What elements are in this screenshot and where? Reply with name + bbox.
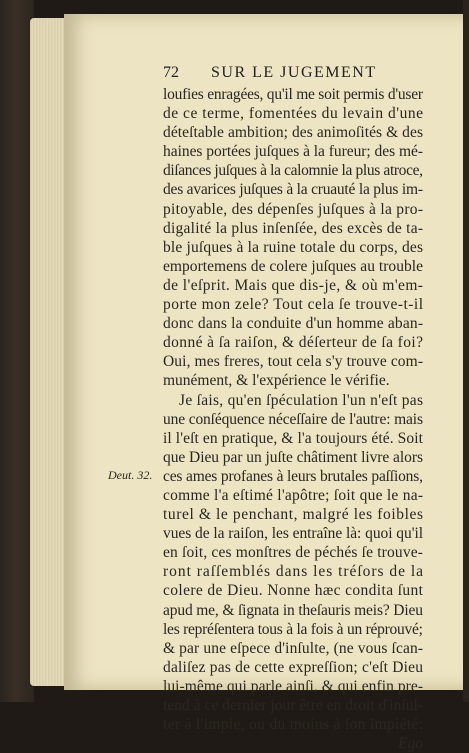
text-line: loufies enragées, qu'il me soit permis d'user: [163, 86, 423, 103]
marginal-note: Deut. 32.: [108, 468, 153, 482]
text-line: des avarices juſques à la cruauté la plus im-: [163, 181, 423, 199]
text-line: daliſez pas de cette expreſſion; c'eſt Dieu: [163, 658, 424, 676]
text-line: les repréſentera tous à la fois à un réprouvé;: [163, 620, 423, 638]
text-line: haines portées juſques à la fureur; des mé-: [163, 143, 423, 161]
text-line: ces ames profanes à leurs brutales paſſions,: [163, 467, 423, 485]
text-line: turel & le penchant, malgré les foibles: [163, 506, 424, 524]
text-line: donc dans la conduite d'un homme aban-: [163, 315, 424, 333]
body-text: [163, 85, 423, 753]
text-line: ront raſſemblés dans les tréſors de la: [163, 563, 424, 581]
book-right-edge: [463, 0, 469, 702]
text-line: de ce terme, fomentées du levain d'une: [163, 105, 424, 123]
text-line: emportemens de colere juſques au trouble: [163, 257, 424, 275]
text-line: comme l'a eſtimé l'apôtre; ſoit que le na-: [163, 486, 424, 504]
text-line: lui-même qui parle ainſi, & qui enfin pre-: [163, 677, 424, 695]
text-line: pitoyable, des dépenſes juſques à la pro-: [163, 200, 424, 218]
text-line: déteſtable ambition; des animoſités & des: [163, 124, 424, 142]
page-number: 72: [163, 64, 179, 81]
catchword: Ego: [398, 735, 423, 753]
text-line: Oui, mes freres, tout cela s'y trouve com-: [163, 353, 424, 371]
text-line: tend à ce dernier jour être en droit d'inſul-: [163, 697, 424, 714]
text-line: une conſéquence néceſſaire de l'autre: mais: [163, 410, 423, 428]
text-line: & par une eſpece d'inſulte, (ne vous ſcan-: [163, 639, 424, 657]
text-line: en ſoit, ces monſtres de péchés ſe trouve-: [163, 544, 424, 562]
running-head: SUR LE JUGEMENT: [211, 64, 377, 81]
text-line: donné à ſa raiſon, & déſerteur de ſa foi?: [163, 334, 424, 352]
text-line: apud me, & ſignata in theſauris meis? Dieu: [163, 601, 423, 619]
text-line: il l'eſt en pratique, & l'a toujours été. Soit: [163, 429, 424, 447]
text-line: munément, & l'expérience le vérifie.: [163, 372, 390, 390]
text-line: colere de Dieu. Nonne hæc condita ſunt: [163, 582, 424, 600]
text-line: diſances juſques à la calomnie la plus atroce,: [163, 162, 423, 180]
text-line: de l'eſprit. Mais que dis-je, & où m'em-: [163, 276, 424, 294]
text-line: digalité la plus inſenſée, des excès de ta-: [163, 219, 424, 237]
book-cover-edge: [0, 0, 34, 702]
text-line: ter à l'impie, ou du moins à ſon impiété:: [163, 716, 424, 734]
text-line: porte mon zele? Tout cela ſe trouve-t-il: [163, 296, 424, 314]
text-line: que Dieu par un juſte châtiment livre alors: [163, 448, 423, 466]
text-line: Je ſais, qu'en ſpéculation l'un n'eſt pas: [179, 391, 424, 409]
text-line: ble juſques à la ruine totale du corps, des: [163, 238, 424, 256]
page-header: [163, 64, 423, 86]
text-line: vues de la raiſon, les entraîne là: quoi qu'il: [163, 525, 423, 543]
